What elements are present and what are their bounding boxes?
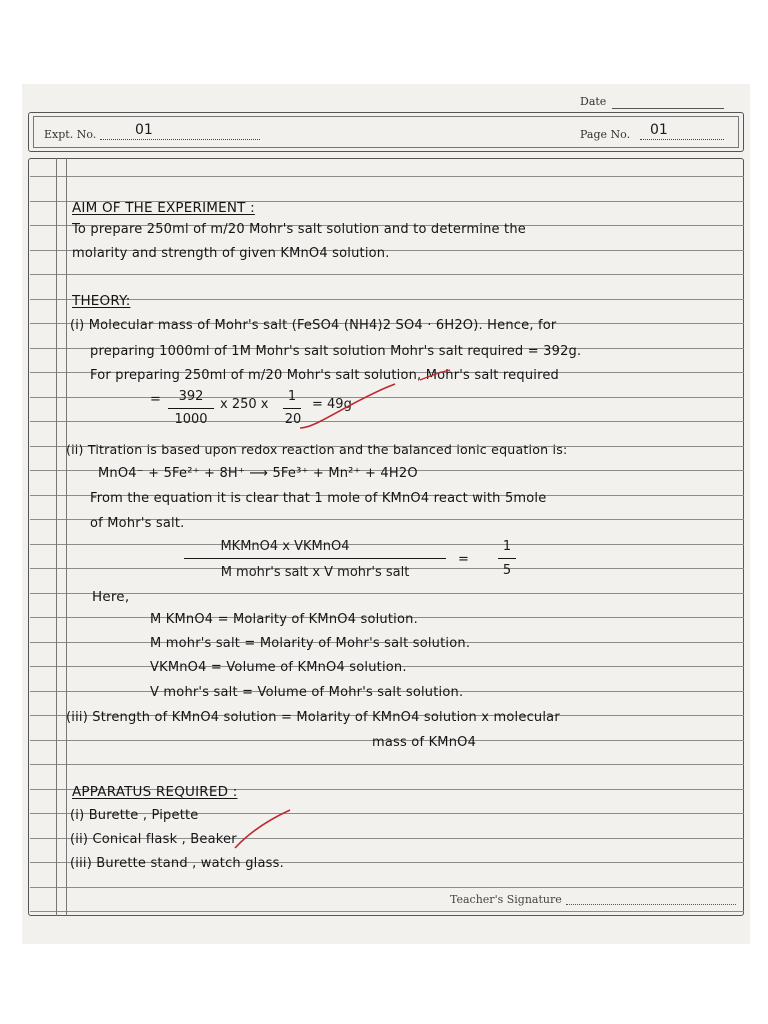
calc-multiplier: x 250 x: [220, 397, 269, 412]
apparatus-item-3: (iii) Burette stand , watch glass.: [70, 856, 284, 871]
aim-line-1: To prepare 250ml of m/20 Mohr's salt solution and to determine the: [72, 222, 526, 237]
calc-result: = 49g: [312, 397, 352, 412]
page-no-label: Page No.: [580, 128, 631, 141]
definition-3: VKMnO4 = Volume of KMnO4 solution.: [150, 660, 407, 675]
definition-4: V mohr's salt = Volume of Mohr's salt solution.: [150, 685, 464, 700]
teacher-signature-line: [566, 904, 736, 905]
page-no-value: 01: [650, 122, 668, 138]
teacher-signature-label: Teacher's Signature: [450, 893, 562, 906]
theory-line-9: mass of KMnO4: [372, 735, 477, 750]
calc-denominator: 1000: [174, 412, 208, 427]
ratio-five: 5: [502, 563, 512, 578]
theory-heading: THEORY:: [72, 293, 131, 309]
theory-line-6: From the equation it is clear that 1 mole of KMnO4 react with 5mole: [90, 491, 547, 506]
date-label: Date: [580, 95, 607, 108]
theory-line-3: For preparing 250ml of m/20 Mohr's salt solution, Mohr's salt required: [90, 368, 559, 383]
calc-numerator: 392: [178, 389, 204, 404]
expt-no-label: Expt. No.: [44, 128, 97, 141]
theory-line-4: (ii) Titration is based upon redox reaction and the balanced ionic equation is:: [66, 442, 568, 457]
definition-2: M mohr's salt = Molarity of Mohr's salt solution.: [150, 636, 471, 651]
theory-line-1: (i) Molecular mass of Mohr's salt (FeSO4 (NH4)2 SO4 · 6H2O). Hence, for: [70, 318, 557, 333]
ionic-equation: MnO4⁻ + 5Fe²⁺ + 8H⁺ ⟶ 5Fe³⁺ + Mn²⁺ + 4H2O: [98, 466, 418, 481]
apparatus-heading: APPARATUS REQUIRED :: [72, 784, 238, 800]
calc-equals: =: [150, 392, 161, 407]
apparatus-item-2: (ii) Conical flask , Beaker: [70, 832, 237, 847]
calc-twenty: 20: [284, 412, 302, 427]
ratio-denominator: M mohr's salt x V mohr's salt: [220, 565, 410, 580]
calc-one: 1: [287, 389, 297, 404]
definition-1: M KMnO4 = Molarity of KMnO4 solution.: [150, 612, 418, 627]
ratio-numerator: MKMnO4 x VKMnO4: [220, 539, 350, 554]
theory-line-8: (iii) Strength of KMnO4 solution = Molarity of KMnO4 solution x molecular: [66, 710, 560, 725]
ratio-one: 1: [502, 539, 512, 554]
ratio-equals: =: [458, 552, 469, 567]
aim-line-2: molarity and strength of given KMnO4 solution.: [72, 246, 390, 261]
here-label: Here,: [92, 589, 130, 605]
theory-line-2: preparing 1000ml of 1M Mohr's salt solution Mohr's salt required = 392g.: [90, 344, 582, 359]
apparatus-item-1: (i) Burette , Pipette: [70, 808, 199, 823]
theory-line-7: of Mohr's salt.: [90, 516, 185, 531]
aim-heading: AIM OF THE EXPERIMENT :: [72, 200, 255, 216]
expt-no-value: 01: [135, 122, 153, 138]
